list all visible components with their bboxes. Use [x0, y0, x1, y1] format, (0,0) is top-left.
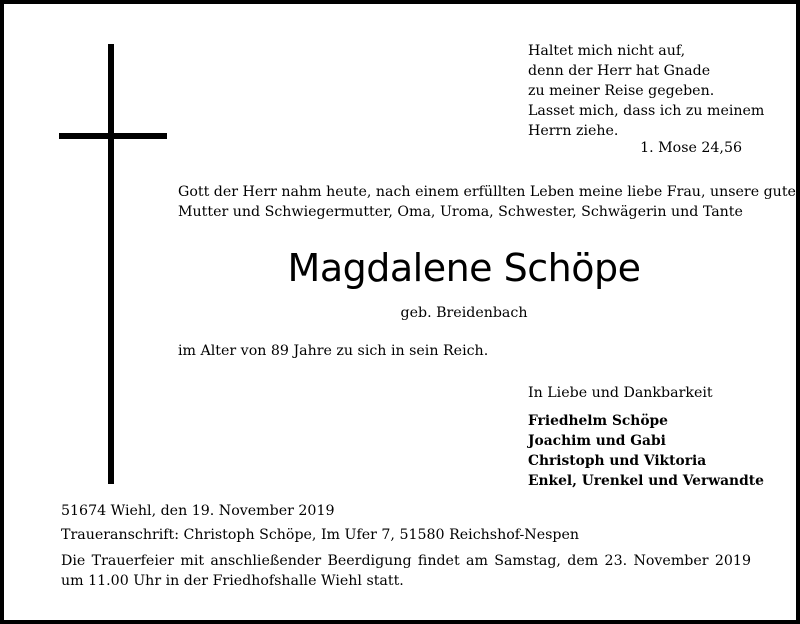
verse-line: Herrn ziehe. [528, 123, 619, 139]
verse-line: Haltet mich nicht auf, [528, 43, 686, 59]
funeral-service-info: Die Trauerfeier mit anschließender Beerdigung findet am Samstag, dem 23. November 2019 um 11.00 Uhr in der Friedhofshalle Wiehl statt. [61, 553, 751, 589]
intro-line-1: Gott der Herr nahm heute, nach einem erfüllten Leben meine liebe Frau, unsere gute [178, 184, 796, 200]
intro-line-2: Mutter und Schwiegermutter, Oma, Uroma, Schwester, Schwägerin und Tante [178, 204, 743, 220]
mourning-address: Traueranschrift: Christoph Schöpe, Im Ufer 7, 51580 Reichshof-Nespen [61, 527, 580, 543]
verse-reference: 1. Mose 24,56 [640, 140, 742, 156]
age-text: im Alter von 89 Jahre zu sich in sein Reich. [178, 343, 489, 359]
birth-name: geb. Breidenbach [400, 305, 528, 321]
footer-block [61, 503, 751, 591]
mourners-heading: In Liebe und Dankbarkeit [528, 385, 713, 401]
place-date: 51674 Wiehl, den 19. November 2019 [61, 503, 335, 519]
cross-horizontal-beam [59, 133, 167, 139]
bible-verse [528, 41, 764, 141]
verse-line: denn der Herr hat Gnade [528, 63, 711, 79]
verse-line: zu meiner Reise gegeben. [528, 83, 715, 99]
mourner-name: Joachim und Gabi [528, 433, 666, 449]
mourner-name: Enkel, Urenkel und Verwandte [528, 473, 764, 489]
mourner-name: Friedhelm Schöpe [528, 413, 668, 429]
intro-text [178, 182, 796, 222]
mourner-name: Christoph und Viktoria [528, 453, 707, 469]
deceased-name: Magdalene Schöpe [287, 246, 641, 290]
mourners-block [528, 383, 764, 491]
verse-line: Lasset mich, dass ich zu meinem [528, 103, 765, 119]
